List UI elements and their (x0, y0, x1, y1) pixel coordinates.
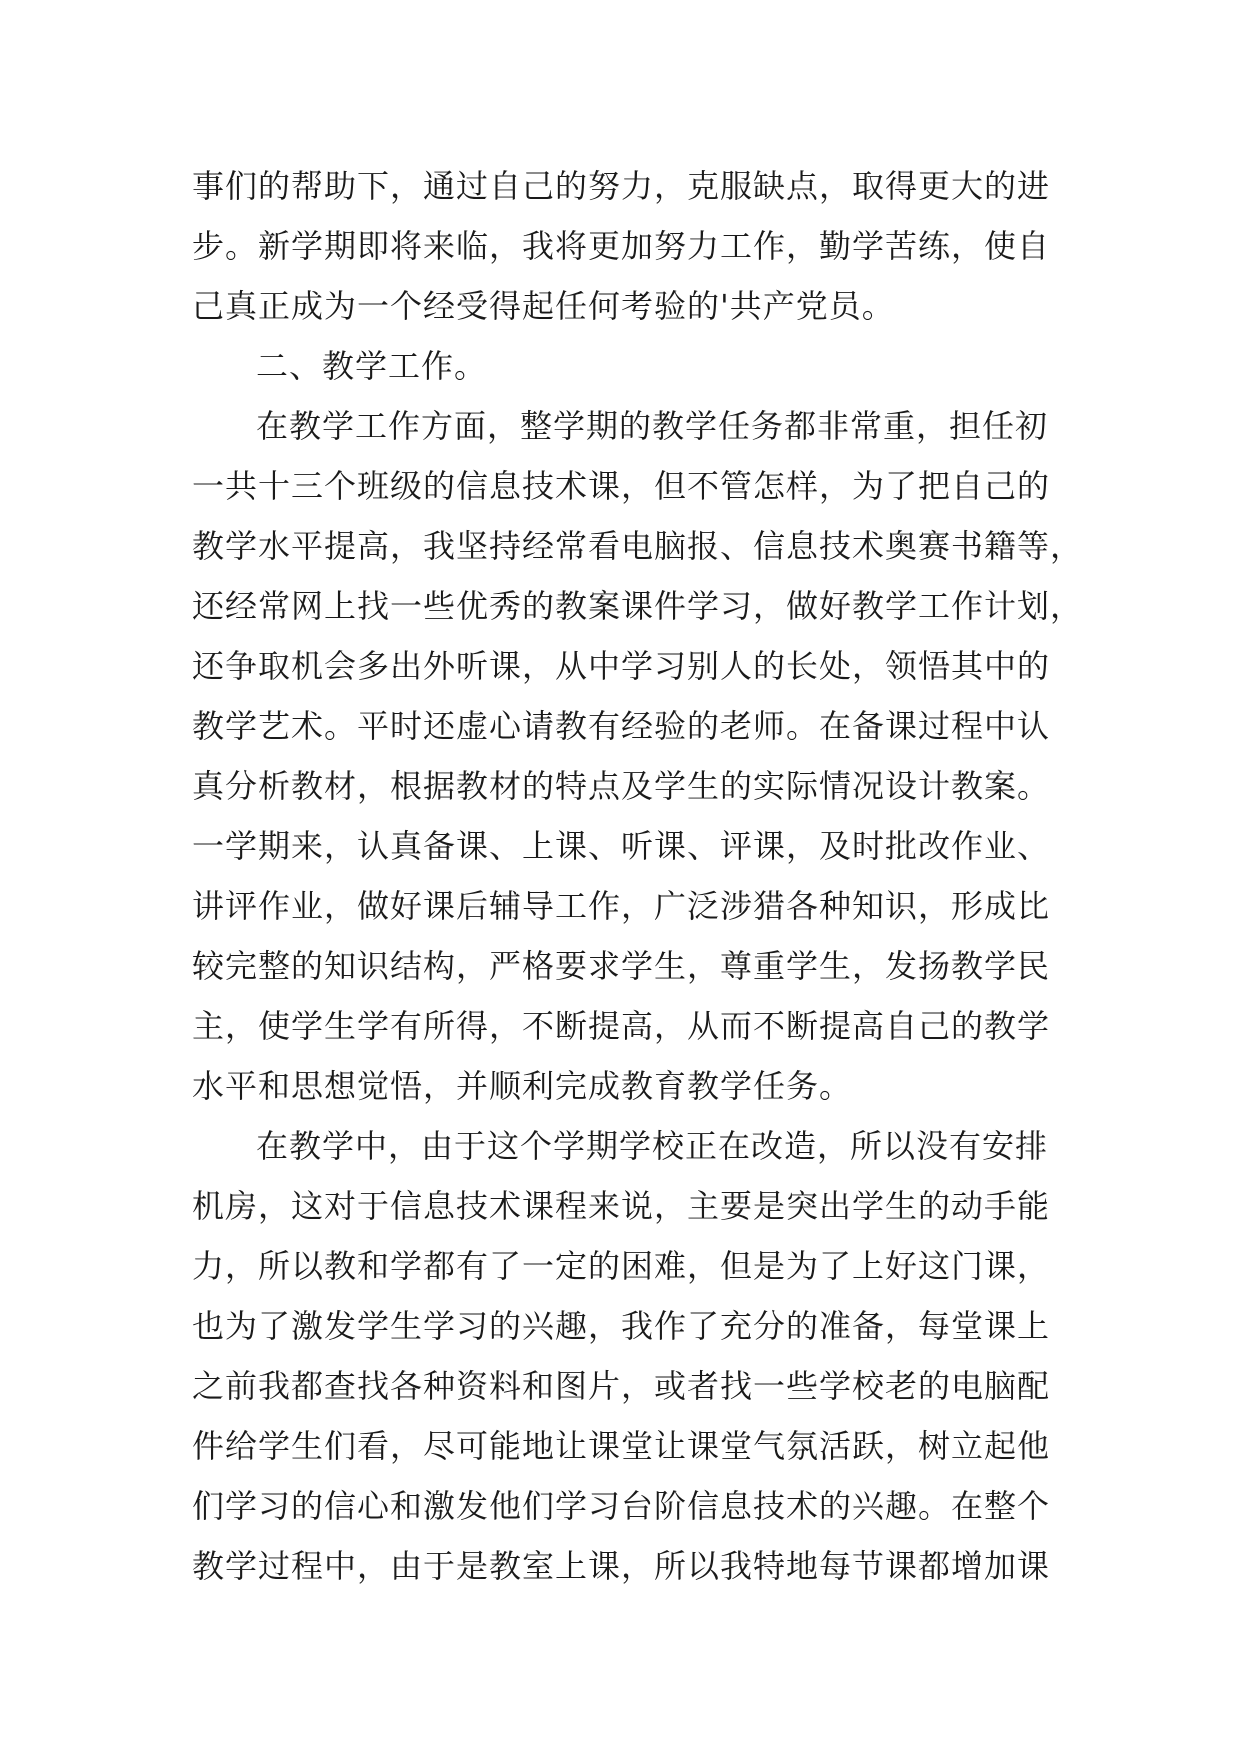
text-line: 讲评作业，做好课后辅导工作，广泛涉猎各种知识，形成比 (192, 887, 1051, 925)
text-line: 己真正成为一个经受得起任何考验的'共产党员。 (192, 287, 895, 325)
text-line: 力，所以教和学都有了一定的困难，但是为了上好这门课， (192, 1247, 1051, 1285)
text-line: 还争取机会多出外听课，从中学习别人的长处，领悟其中的 (192, 647, 1051, 685)
paragraph-first-line: 在教学中，由于这个学期学校正在改造，所以没有安排 (256, 1127, 1049, 1165)
text-line: 件给学生们看，尽可能地让课堂让课堂气氛活跃，树立起他 (192, 1427, 1051, 1465)
text-line: 步。新学期即将来临，我将更加努力工作，勤学苦练，使自 (192, 227, 1051, 265)
text-line: 事们的帮助下，通过自己的努力，克服缺点，取得更大的进 (192, 167, 1051, 205)
text-line: 一共十三个班级的信息技术课，但不管怎样，为了把自己的 (192, 467, 1051, 505)
paragraph-first-line: 在教学工作方面，整学期的教学任务都非常重，担任初 (256, 407, 1049, 445)
text-line: 教学过程中，由于是教室上课，所以我特地每节课都增加课 (192, 1547, 1051, 1585)
text-line: 一学期来，认真备课、上课、听课、评课，及时批改作业、 (192, 827, 1051, 865)
text-line: 真分析教材，根据教材的特点及学生的实际情况设计教案。 (192, 767, 1051, 805)
text-line: 教学艺术。平时还虚心请教有经验的老师。在备课过程中认 (192, 707, 1051, 745)
document-body (192, 156, 1084, 1596)
text-line: 机房，这对于信息技术课程来说，主要是突出学生的动手能 (192, 1187, 1051, 1225)
section-heading: 二、教学工作。 (256, 347, 488, 385)
text-line: 们学习的信心和激发他们学习台阶信息技术的兴趣。在整个 (192, 1487, 1051, 1525)
text-line: 水平和思想觉悟，并顺利完成教育教学任务。 (192, 1067, 853, 1105)
text-line: 还经常网上找一些优秀的教案课件学习，做好教学工作计划， (192, 587, 1084, 625)
text-line: 主，使学生学有所得，不断提高，从而不断提高自己的教学 (192, 1007, 1051, 1045)
text-line: 也为了激发学生学习的兴趣，我作了充分的准备，每堂课上 (192, 1307, 1051, 1345)
text-line: 教学水平提高，我坚持经常看电脑报、信息技术奥赛书籍等， (192, 527, 1084, 565)
text-line: 较完整的知识结构，严格要求学生，尊重学生，发扬教学民 (192, 947, 1051, 985)
text-line: 之前我都查找各种资料和图片，或者找一些学校老的电脑配 (192, 1367, 1051, 1405)
